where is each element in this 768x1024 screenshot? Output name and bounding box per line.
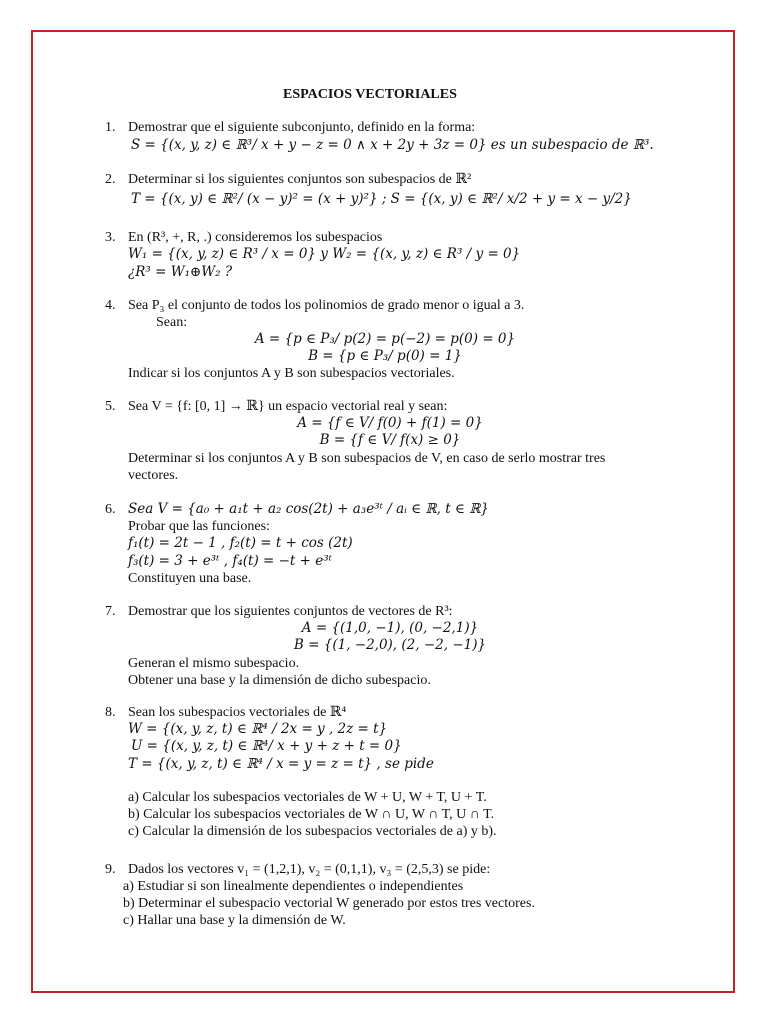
item-number-4: 4. bbox=[105, 298, 116, 313]
item-1-line-1: Demostrar que el siguiente subconjunto, definido en la forma: bbox=[128, 120, 476, 135]
item-number-5: 5. bbox=[105, 399, 116, 414]
item-6-line-3: f₁(t) = 2t − 1 , f₂(t) = t + cos (2t) bbox=[128, 535, 353, 551]
item-6-line-1: Sea V = {a₀ + a₁t + a₂ cos(2t) + a₃e³ᵗ / aᵢ ∈ ℝ, t ∈ ℝ} bbox=[128, 501, 490, 517]
item-8-line-4: T = {(x, y, z, t) ∈ ℝ⁴ / x = y = z = t} , se pide bbox=[128, 756, 434, 772]
document-title: ESPACIOS VECTORIALES bbox=[283, 87, 457, 102]
item-5-line-5: vectores. bbox=[128, 468, 179, 483]
item-8-subitem-a: a) Calcular los subespacios vectoriales de W + U, W + T, U + T. bbox=[128, 790, 487, 805]
item-6-line-5: Constituyen una base. bbox=[128, 571, 252, 586]
item-6-line-4: f₃(t) = 3 + e³ᵗ , f₄(t) = −t + e³ᵗ bbox=[128, 553, 332, 569]
item-number-9: 9. bbox=[105, 862, 116, 877]
item-7-line-5: Obtener una base y la dimensión de dicho subespacio. bbox=[128, 673, 431, 688]
item-2-line-2: T = {(x, y) ∈ ℝ²/ (x − y)² = (x + y)²} ; S = {(x, y) ∈ ℝ²/ x/2 + y = x − y/2} bbox=[131, 191, 632, 207]
item-2-line-1: Determinar si los siguientes conjuntos son subespacios de ℝ² bbox=[128, 172, 472, 187]
item-4-line-2: Sean: bbox=[156, 315, 188, 330]
item-9-line-1: Dados los vectores v₁ = (1,2,1), v₂ = (0,1,1), v₃ = (2,5,3) se pide: bbox=[128, 862, 491, 877]
item-9-subitem-b: b) Determinar el subespacio vectorial W generado por estos tres vectores. bbox=[123, 896, 535, 911]
item-number-3: 3. bbox=[105, 230, 116, 245]
item-4-line-1: Sea P₃ el conjunto de todos los polinomios de grado menor o igual a 3. bbox=[128, 298, 525, 313]
item-7-line-1: Demostrar que los siguientes conjuntos de vectores de R³: bbox=[128, 604, 453, 619]
item-8-line-1: Sean los subespacios vectoriales de ℝ⁴ bbox=[128, 705, 347, 720]
item-number-8: 8. bbox=[105, 705, 116, 720]
item-number-1: 1. bbox=[105, 120, 116, 135]
item-8-line-2: W = {(x, y, z, t) ∈ ℝ⁴ / 2x = y , 2z = t} bbox=[128, 721, 388, 737]
item-3-line-3: ¿R³ = W₁⊕W₂ ? bbox=[128, 264, 233, 280]
item-9-subitem-c: c) Hallar una base y la dimensión de W. bbox=[123, 913, 346, 928]
item-5-line-1: Sea V = {f: [0, 1] → ℝ} un espacio vectorial real y sean: bbox=[128, 399, 448, 414]
item-8-line-3: U = {(x, y, z, t) ∈ ℝ⁴/ x + y + z + t = 0} bbox=[131, 738, 402, 754]
item-8-subitem-b: b) Calcular los subespacios vectoriales de W ∩ U, W ∩ T, U ∩ T. bbox=[128, 807, 495, 822]
item-5-line-4: Determinar si los conjuntos A y B son subespacios de V, en caso de serlo mostrar tres bbox=[128, 451, 606, 466]
item-5-line-3: B = {f ∈ V/ f(x) ≥ 0} bbox=[319, 432, 461, 448]
item-7-line-3: B = {(1, −2,0), (2, −2, −1)} bbox=[293, 637, 487, 653]
item-number-7: 7. bbox=[105, 604, 116, 619]
item-8-subitem-c: c) Calcular la dimensión de los subespacios vectoriales de a) y b). bbox=[128, 824, 497, 839]
item-1-line-2: S = {(x, y, z) ∈ ℝ³/ x + y − z = 0 ∧ x + 2y + 3z = 0} es un subespacio de ℝ³. bbox=[131, 137, 654, 153]
item-3-line-2: W₁ = {(x, y, z) ∈ R³ / x = 0} y W₂ = {(x, y, z) ∈ R³ / y = 0} bbox=[128, 246, 521, 262]
item-6-line-2: Probar que las funciones: bbox=[128, 519, 270, 534]
item-7-line-2: A = {(1,0, −1), (0, −2,1)} bbox=[301, 620, 479, 636]
item-number-2: 2. bbox=[105, 172, 116, 187]
item-3-line-1: En (R³, +, R, .) consideremos los subespacios bbox=[128, 230, 383, 245]
item-4-line-5: Indicar si los conjuntos A y B son subespacios vectoriales. bbox=[128, 366, 455, 381]
item-4-line-3: A = {p ∈ P₃/ p(2) = p(−2) = p(0) = 0} bbox=[254, 331, 516, 347]
item-9-subitem-a: a) Estudiar si son linealmente dependientes o independientes bbox=[123, 879, 464, 894]
item-5-line-2: A = {f ∈ V/ f(0) + f(1) = 0} bbox=[297, 415, 483, 431]
item-number-6: 6. bbox=[105, 502, 116, 517]
item-7-line-4: Generan el mismo subespacio. bbox=[128, 656, 300, 671]
item-4-line-4: B = {p ∈ P₃/ p(0) = 1} bbox=[308, 348, 462, 364]
